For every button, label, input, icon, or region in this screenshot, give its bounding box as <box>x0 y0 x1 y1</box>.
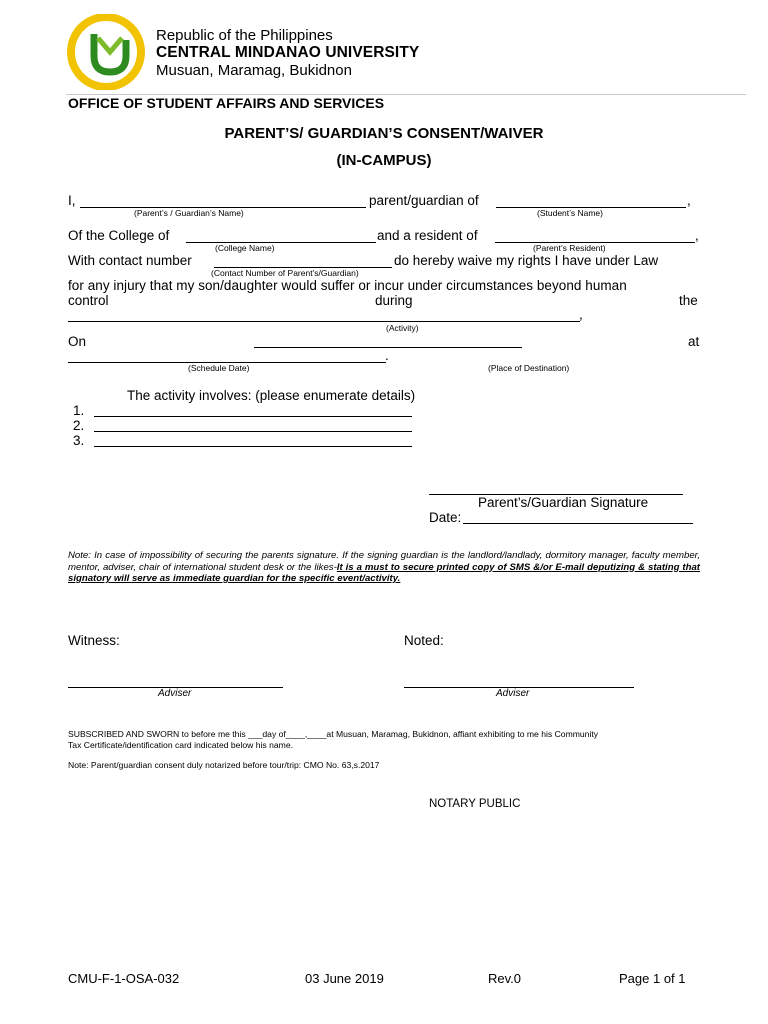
college-label: Of the College of <box>68 228 170 243</box>
caption-activity: (Activity) <box>386 323 419 333</box>
sworn-text-line2: Tax Certificate/identification card indicated below his name. <box>68 740 293 750</box>
note-italic-text: Note: In case of impossibility of securing the parents signature. If the signing guardian is the landlord/landlady, dormitory manager, faculty member, mentor, adviser, chair of international student desk or the likes- <box>68 550 700 573</box>
caption-parent-name: (Parent’s / Guardian’s Name) <box>134 208 244 218</box>
item-number-3: 3. <box>73 433 85 448</box>
word-on: On <box>68 334 87 349</box>
university-logo <box>66 14 150 90</box>
noted-label: Noted: <box>404 633 444 648</box>
word-control: control <box>68 293 109 308</box>
form-title: PARENT’S/ GUARDIAN’S CONSENT/WAIVER <box>224 125 544 142</box>
footer-form-code: CMU-F-1-OSA-032 <box>68 971 180 986</box>
signature-date-field[interactable] <box>463 523 693 524</box>
notarized-note: Note: Parent/guardian consent duly notarized before tour/trip: CMO No. 63,s.2017 <box>68 760 380 770</box>
caption-destination: (Place of Destination) <box>488 363 570 373</box>
word-the: the <box>679 293 698 308</box>
contact-label: With contact number <box>68 253 192 268</box>
footer-revision: Rev.0 <box>488 971 521 986</box>
period: . <box>385 348 389 363</box>
header-republic: Republic of the Philippines <box>156 27 333 44</box>
caption-college: (College Name) <box>215 243 275 253</box>
parent-guardian-of-label: parent/guardian of <box>369 193 479 208</box>
caption-resident: (Parent’s Resident) <box>533 243 606 253</box>
i-prefix: I, <box>68 193 76 208</box>
activity-field[interactable] <box>68 321 580 322</box>
resident-label: and a resident of <box>377 228 478 243</box>
signature-label: Parent’s/Guardian Signature <box>478 495 649 510</box>
sworn-text-line1: SUBSCRIBED AND SWORN to before me this ___day of____,____at Musuan, Maramag, Bukidnon, affiant exhibiting to me his Community <box>68 729 599 739</box>
item-number-1: 1. <box>73 403 85 418</box>
caption-schedule: (Schedule Date) <box>188 363 250 373</box>
footer-date: 03 June 2019 <box>305 971 384 986</box>
footer-page-number: Page 1 of 1 <box>619 971 686 986</box>
note-bold-text: It is a must to secure printed copy of SMS &/or E-mail deputizing & stating that signatory will serve as immediate guardian for the specific event/activity. <box>68 561 700 584</box>
caption-student-name: (Student’s Name) <box>537 208 603 218</box>
word-at: at <box>688 334 700 349</box>
activity-involves-label: The activity involves: (please enumerate details) <box>127 388 416 403</box>
notary-public-label: NOTARY PUBLIC <box>429 798 521 810</box>
form-subtitle: (IN-CAMPUS) <box>336 152 432 169</box>
item-1-field[interactable] <box>94 416 412 417</box>
comma-3: , <box>579 307 583 322</box>
injury-text: for any injury that my son/daughter would suffer or incur under circumstances beyond human <box>68 278 627 293</box>
comma: , <box>687 193 691 208</box>
office-name: OFFICE OF STUDENT AFFAIRS AND SERVICES <box>68 95 385 111</box>
item-2-field[interactable] <box>94 431 412 432</box>
adviser-left-label: Adviser <box>158 688 192 699</box>
comma-2: , <box>695 228 699 243</box>
item-3-field[interactable] <box>94 446 412 447</box>
caption-contact: (Contact Number of Parent’s/Guardian) <box>211 268 359 278</box>
item-number-2: 2. <box>73 418 85 433</box>
word-during: during <box>375 293 413 308</box>
waive-text: do hereby waive my rights I have under Law <box>394 253 659 268</box>
impossibility-note <box>68 550 700 585</box>
adviser-right-label: Adviser <box>496 688 530 699</box>
date-label: Date: <box>429 510 462 525</box>
header-university-name: CENTRAL MINDANAO UNIVERSITY <box>156 44 420 61</box>
witness-label: Witness: <box>68 633 120 648</box>
header-address: Musuan, Maramag, Bukidnon <box>156 62 352 79</box>
